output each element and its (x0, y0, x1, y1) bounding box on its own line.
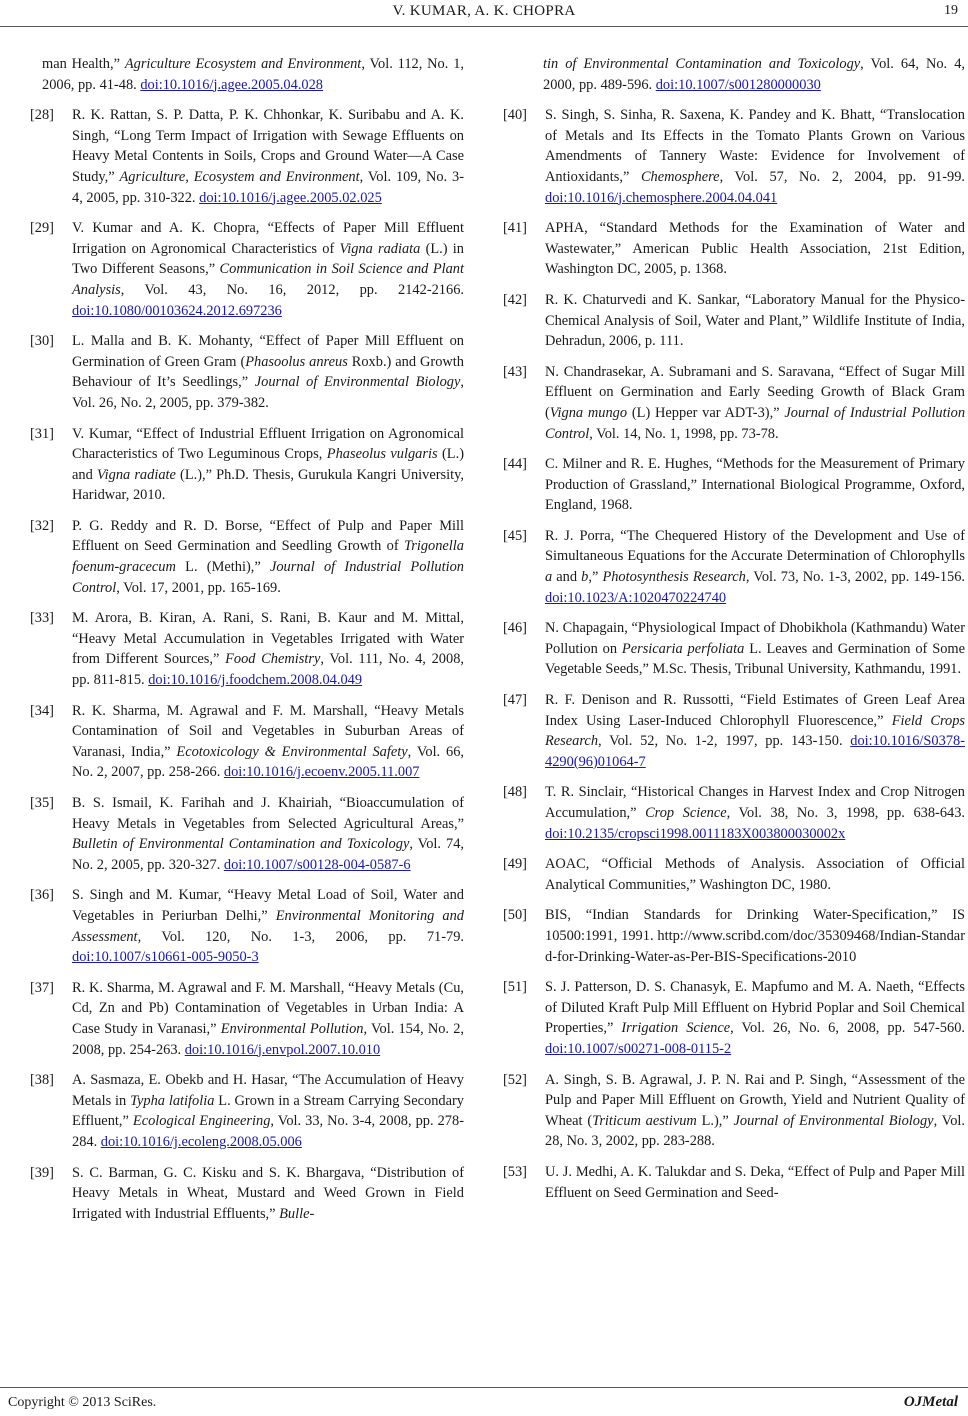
ref-text: , Vol. 43, No. 16, 2012, pp. 2142-2166. (120, 281, 464, 298)
ref-species: Phasoolus anreus (245, 353, 348, 370)
ref-journal: Bulle- (279, 1205, 315, 1222)
doi-link[interactable]: doi:10.1016/j.agee.2005.04.028 (140, 76, 324, 93)
ref-journal: Journal of Environmental Biology (733, 1112, 934, 1129)
copyright-notice: Copyright © 2013 SciRes. (8, 1395, 157, 1410)
reference-continuation (503, 54, 965, 95)
ref-text: , Vol. 64, No. 4, 2000, pp. 489-596. (543, 56, 965, 93)
ref-text: S. J. Patterson, D. S. Chanasyk, E. Mapfumo and M. A. Naeth, “Effects of Diluted Kraft Pulp Mill Effluent on Hybrid Poplar and Soil Chemical Properties,” (545, 979, 965, 1037)
ref-number: [37] (30, 979, 54, 996)
reference-43 (503, 362, 965, 444)
ref-text: (L.) in Two Different Seasons,” (72, 240, 464, 278)
ref-text: S. Singh and M. Kumar, “Heavy Metal Load of Soil, Water and Vegetables in Periurban Delhi,” (72, 887, 464, 924)
ref-number: [30] (30, 333, 54, 350)
ref-number: [47] (503, 692, 527, 709)
doi-link[interactable]: doi:10.1016/j.agee.2005.02.025 (199, 189, 382, 206)
ref-journal: Agriculture Ecosystem and Environment (124, 56, 362, 72)
doi-link[interactable]: doi:10.1016/S0378-4290(96)01064-7 (545, 733, 965, 770)
ref-journal: Chemosphere (640, 168, 720, 185)
ref-number: [53] (503, 1163, 527, 1180)
ref-text: L. Leaves and Germination of Some Vegetable Seeds,” M.Sc. Thesis, Tribunal University, Kathmandu, 1991. (545, 640, 965, 678)
ref-number: [29] (30, 220, 54, 237)
reference-42 (503, 290, 965, 352)
ref-species: Triticum aestivum (592, 1112, 697, 1129)
reference-49 (503, 854, 965, 895)
right-column (503, 54, 965, 1213)
ref-text: B. S. Ismail, K. Farihah and J. Khairiah, “Bioaccumulation of Heavy Metals in Vegetables from Selected Agricultural Areas,” (72, 795, 464, 832)
ref-text: A. Singh, S. B. Agrawal, J. P. N. Rai and P. Singh, “Assessment of the Pulp and Paper Mill Effluent on Growth, Yield and Nutrient Quality of Wheat ( (545, 1071, 965, 1129)
ref-number: [42] (503, 291, 527, 308)
reference-30 (30, 331, 464, 413)
reference-37 (30, 978, 464, 1060)
ref-number: [51] (503, 979, 527, 996)
reference-36 (30, 885, 464, 967)
ref-species: Phaseolus vulgaris (326, 446, 438, 463)
page-footer (0, 1387, 968, 1416)
ref-italic: b (581, 569, 589, 586)
reference-31 (30, 424, 464, 506)
ref-text: L. Grown in a Stream Carrying Secondary Effluent,” (72, 1092, 464, 1130)
ref-number: [52] (503, 1071, 527, 1088)
doi-link[interactable]: doi:10.1007/s00128-004-0587-6 (223, 856, 411, 873)
ref-text: Roxb.) and Growth Behaviour of It’s Seedlings,” (72, 353, 464, 391)
ref-text: , Vol. 14, No. 1, 1998, pp. 73-78. (589, 425, 779, 442)
ref-text: , Vol. 57, No. 2, 2004, pp. 91-99. (719, 168, 965, 185)
ref-text: , Vol. 66, No. 2, 2007, pp. 258-266. (72, 743, 465, 781)
ref-number: [41] (503, 220, 527, 237)
reference-44 (503, 454, 965, 516)
ref-italic: a (545, 569, 553, 586)
ref-text: S. C. Barman, G. C. Kisku and S. K. Bhargava, “Distribution of Heavy Metals in Wheat, Mustard and Weed Grown in Field Irrigated with Industrial Effluents,” (72, 1164, 464, 1222)
ref-journal: Ecological Engineering (132, 1113, 271, 1130)
ref-number: [50] (503, 907, 527, 924)
running-head-authors: V. KUMAR, A. K. CHOPRA (392, 3, 576, 19)
ref-text: (L.),” Ph.D. Thesis, Gurukula Kangri University, Haridwar, 2010. (72, 466, 464, 504)
ref-journal: Environmental Pollution (220, 1020, 364, 1037)
ref-text: , Vol. 26, No. 2, 2005, pp. 379-382. (72, 374, 464, 411)
reference-34 (30, 701, 464, 783)
doi-link[interactable]: doi:10.1023/A:1020470224740 (545, 589, 727, 606)
ref-text: , Vol. 109, No. 3-4, 2005, pp. 310-322. (72, 168, 464, 206)
ref-text: BIS, “Indian Standards for Drinking Water-Specification,” IS 10500:1991, 1991. (545, 907, 965, 944)
ref-journal: Journal of Environmental Biology (254, 374, 461, 391)
ref-journal: Communication in Soil Science and Plant Analysis (72, 261, 464, 298)
ref-url[interactable]: http://www.scribd.com/doc/35309468/Indian-Standard-for-Drinking-Water-as-Per-BIS-Specifications-2010 (545, 927, 965, 965)
reference-28 (30, 105, 464, 208)
reference-52 (503, 1070, 965, 1152)
ref-text: , Vol. 38, No. 3, 1998, pp. 638-643. (726, 805, 966, 821)
ref-number: [36] (30, 887, 54, 904)
ref-text: V. Kumar, “Effect of Industrial Effluent Irrigation on Agronomical Characteristics of Two Leguminous Crops, (72, 425, 464, 463)
ref-number: [34] (30, 702, 54, 719)
ref-text: , Vol. 26, No. 6, 2008, pp. 547-560. (730, 1020, 965, 1037)
reference-35 (30, 793, 464, 875)
ref-text: APHA, “Standard Methods for the Examination of Water and Wastewater,” American Public Health Association, 21st Edition, Washington DC, 2005, p. 1368. (545, 220, 965, 278)
reference-53 (503, 1162, 965, 1203)
ref-text: , Vol. 17, 2001, pp. 165-169. (116, 579, 281, 596)
reference-47 (503, 690, 965, 772)
ref-journal: Irrigation Science (621, 1020, 731, 1037)
ref-text: P. G. Reddy and R. D. Borse, “Effect of Pulp and Paper Mill Effluent on Seed Germination and Seedling Growth of (72, 517, 464, 555)
reference-41 (503, 218, 965, 280)
ref-text: R. K. Sharma, M. Agrawal and F. M. Marshall, “Heavy Metals Contamination of Soil and Vegetables in Suburban Areas of Varanasi, India,” (72, 702, 464, 760)
reference-38 (30, 1070, 464, 1152)
ref-number: [43] (503, 363, 527, 380)
reference-40 (503, 105, 965, 208)
reference-32 (30, 516, 464, 598)
ref-text: , Vol. 112, No. 1, 2006, pp. 41-48. (42, 56, 464, 93)
ref-text: and (552, 569, 582, 586)
ref-number: [44] (503, 456, 527, 473)
doi-link[interactable]: doi:10.2135/cropsci1998.0011183X003800030002x (545, 825, 846, 842)
left-column (30, 54, 464, 1234)
ref-species: Persicaria perfoliata (621, 640, 745, 657)
ref-text: ,” (588, 569, 603, 586)
ref-text: R. K. Chaturvedi and K. Sankar, “Laboratory Manual for the Physico-Chemical Analysis of Soil, Water and Plant,” Wildlife Institute of India, Dehradun, 2006, p. 111. (545, 291, 965, 350)
ref-number: [33] (30, 610, 54, 627)
ref-text: L.),” (696, 1112, 734, 1129)
ref-species: Trigonella foenum-gracecum (72, 538, 464, 576)
ref-journal: Food Chemistry (225, 651, 321, 668)
reference-29 (30, 218, 464, 321)
doi-link[interactable]: doi:10.1016/j.foodchem.2008.04.049 (148, 672, 363, 689)
ref-text: (L.) and (72, 446, 464, 483)
ref-number: [39] (30, 1164, 54, 1181)
ref-number: [32] (30, 517, 54, 534)
ref-text: R. K. Sharma, M. Agrawal and F. M. Marshall, “Heavy Metals (Cu, Cd, Zn and Pb) Contamination of Vegetables in Urban India: A Case Study in Varanasi,” (72, 979, 464, 1037)
doi-link[interactable]: doi:10.1007/s001280000030 (655, 76, 821, 93)
reference-50 (503, 905, 965, 967)
ref-text: , Vol. 154, No. 2, 2008, pp. 254-263. (72, 1020, 464, 1058)
doi-link[interactable]: doi:10.1007/s10661-005-9050-3 (72, 949, 259, 966)
ref-number: [35] (30, 795, 54, 811)
ref-text: L. (Methi),” (175, 559, 270, 576)
ref-text: , Vol. 28, No. 3, 2002, pp. 283-288. (545, 1112, 965, 1150)
ref-species: Vigna mungo (549, 404, 628, 421)
ref-journal: Crop Science (645, 805, 727, 821)
ref-text: A. Sasmaza, E. Obekb and H. Hasar, “The Accumulation of Heavy Metals in (72, 1072, 464, 1109)
ref-number: [45] (503, 527, 527, 544)
reference-45 (503, 526, 965, 608)
reference-48 (503, 782, 965, 844)
ref-number: [40] (503, 107, 527, 124)
ref-journal: Agriculture, Ecosystem and Environment (119, 168, 360, 185)
ref-text: U. J. Medhi, A. K. Talukdar and S. Deka, “Effect of Pulp and Paper Mill Effluent on Seed Germination and Seed- (545, 1163, 965, 1201)
doi-link[interactable]: doi:10.1080/00103624.2012.697236 (72, 302, 282, 319)
reference-continuation (30, 54, 464, 95)
ref-journal: Journal of Industrial Pollution Control (72, 559, 464, 596)
ref-text: V. Kumar and A. K. Chopra, “Effects of Paper Mill Effluent Irrigation on Agronomical Characteristics of (72, 220, 464, 257)
ref-text: N. Chandrasekar, A. Subramani and S. Saravana, “Effect of Sugar Mill Effluent on Germination and Early Seeding Growth of Black Gram ( (545, 363, 965, 421)
ref-journal: Field Crops Research (545, 712, 966, 750)
ref-text: R. J. Porra, “The Chequered History of the Development and Use of Simultaneous Equations for the Accurate Determination of Chlorophylls (545, 527, 965, 565)
ref-number: [38] (30, 1072, 54, 1089)
ref-text: S. Singh, S. Sinha, R. Saxena, K. Pandey and K. Bhatt, “Translocation of Metals and Its Effects in the Tomato Plants Grown on Various Amendments of Tannery Waste: Evidence for Involvement of Antioxidants,” (545, 107, 965, 185)
reference-33 (30, 608, 464, 690)
ref-text: L. Malla and B. K. Mohanty, “Effect of Paper Mill Effluent on Germination of Green Gram ( (72, 333, 464, 370)
ref-number: [48] (503, 784, 527, 801)
ref-text: , Vol. 111, No. 4, 2008, pp. 811-815. (72, 651, 464, 689)
reference-39 (30, 1163, 464, 1225)
ref-text: T. R. Sinclair, “Historical Changes in Harvest Index and Crop Nitrogen Accumulation,” (545, 784, 965, 821)
page-number: 19 (944, 3, 958, 18)
ref-text: , Vol. 33, No. 3-4, 2008, pp. 278-284. (72, 1113, 464, 1150)
ref-journal: Bulletin of Environmental Contamination and Toxicology (72, 836, 410, 853)
ref-text: , Vol. 74, No. 2, 2005, pp. 320-327. (72, 836, 464, 873)
ref-text: AOAC, “Official Methods of Analysis. Association of Official Analytical Communities,” Washington DC, 1980. (545, 856, 965, 893)
ref-journal: tin of Environmental Contamination and Toxicology (543, 56, 861, 72)
ref-text: N. Chapagain, “Physiological Impact of Dhobikhola (Kathmandu) Water Pollution on (545, 620, 965, 657)
doi-link[interactable]: doi:10.1016/j.envpol.2007.10.010 (184, 1041, 381, 1058)
doi-link[interactable]: doi:10.1016/j.ecoleng.2008.05.006 (100, 1133, 302, 1150)
ref-species: Typha latifolia (130, 1092, 215, 1109)
ref-text: (L) Hepper var ADT-3),” (627, 404, 785, 421)
ref-journal: Environmental Monitoring and Assessment (72, 907, 464, 945)
ref-number: [31] (30, 425, 54, 442)
ref-number: [46] (503, 620, 527, 637)
page-header (0, 0, 968, 27)
reference-51 (503, 977, 965, 1059)
doi-link[interactable]: doi:10.1007/s00271-008-0115-2 (545, 1040, 732, 1057)
ref-text: M. Arora, B. Kiran, A. Rani, S. Rani, B. Kaur and M. Mittal, “Heavy Metal Accumulation in Vegetables Irrigated with Water from Different Sources,” (72, 610, 464, 668)
ref-text: , Vol. 73, No. 1-3, 2002, pp. 149-156. (745, 569, 965, 586)
ref-journal: Photosynthesis Research (602, 569, 746, 586)
journal-name: OJMetal (903, 1394, 958, 1410)
ref-journal: Ecotoxicology & Environmental Safety (176, 743, 408, 760)
ref-text: man Health,” (42, 56, 125, 72)
ref-text: , Vol. 52, No. 1-2, 1997, pp. 143-150. (598, 733, 851, 750)
ref-journal: Journal of Industrial Pollution Control (545, 404, 966, 442)
ref-text: , Vol. 120, No. 1-3, 2006, pp. 71-79. (137, 928, 464, 945)
ref-number: [28] (30, 107, 54, 124)
ref-species: Vigna radiata (339, 240, 421, 257)
ref-text: C. Milner and R. E. Hughes, “Methods for the Measurement of Primary Production of Grassland,” International Biological Programme, Oxford, England, 1968. (545, 456, 965, 514)
ref-number: [49] (503, 856, 527, 873)
ref-species: Vigna radiate (96, 466, 176, 483)
reference-46 (503, 618, 965, 680)
ref-text: R. K. Rattan, S. P. Datta, P. K. Chhonkar, K. Suribabu and A. K. Singh, “Long Term Impact of Irrigation with Sewage Effluents on Heavy Metal Contents in Soils, Crops and Ground Water—A Case Study,” (72, 107, 464, 185)
ref-text: R. F. Denison and R. Russotti, “Field Estimates of Green Leaf Area Index Using Laser-Induced Chlorophyll Fluorescence,” (545, 692, 965, 729)
doi-link[interactable]: doi:10.1016/j.chemosphere.2004.04.041 (545, 189, 778, 206)
doi-link[interactable]: doi:10.1016/j.ecoenv.2005.11.007 (223, 764, 420, 781)
